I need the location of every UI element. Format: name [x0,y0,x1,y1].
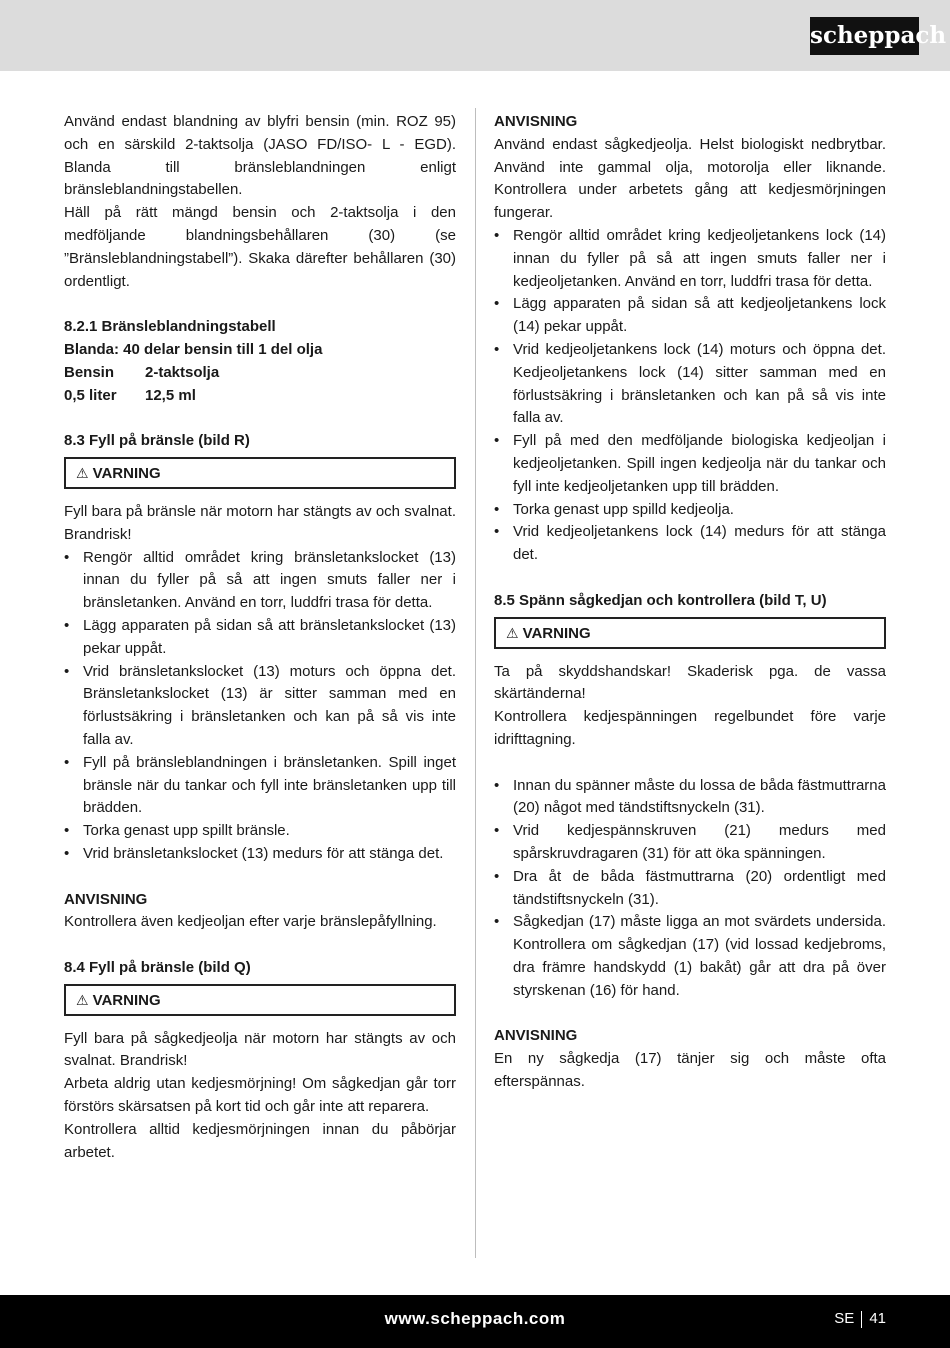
mix-table-header [64,362,456,385]
section-8-4-text: Kontrollera alltid kedjesmörjningen innan du påbörjar arbetet. [64,1120,456,1161]
mix-table-header-cell: Bensin [64,363,115,381]
fuel-mix-paragraph: Häll på rätt mängd bensin och 2-taktsolja i den medföljande blandningsbehållaren (30) (se ”Bränsleblandningstabell”). Skaka därefter behållaren (30) ordentligt. [64,204,456,290]
note-heading: ANVISNING [64,890,148,908]
section-8-5-bullets [494,775,886,1003]
list-item: • Torka genast upp spilld kedjeolja. [494,499,886,522]
section-8-5-text: Kontrollera kedjespänningen regelbundet före varje idrifttagning. [494,708,886,748]
list-item: • Dra åt de båda fästmuttrarna (20) ordentligt med tändstiftsnyckeln (31). [494,866,886,912]
page-indicator [834,1295,886,1343]
list-item: • Fyll på bränsleblandningen i bränsletanken. Spill inget bränsle när du tankar och fyll inte bränsletanken upp till brädden. [64,752,456,820]
list-item: • Lägg apparaten på sidan så att kedjeoljetankens lock (14) pekar uppåt. [494,293,886,339]
oil-bullets [494,225,886,567]
list-item: • Vrid bränsletankslocket (13) medurs för att stänga det. [64,843,456,866]
note-heading: ANVISNING [494,113,578,130]
list-item: • Innan du spänner måste du lossa de båda fästmuttrarna (20) något med tändstiftsnyckeln (31). [494,775,886,821]
page-number: 41 [869,1310,886,1327]
section-8-5-heading: 8.5 Spänn sågkedjan och kontrollera (bild T, U) [494,591,827,609]
list-item: • Vrid kedjeoljetankens lock (14) moturs och öppna det. Kedjeoljetankens lock (14) sitter samman med en förlustsäkring i bränsletanken och kan på så vis inte falla av. [494,339,886,430]
mix-table-subheading: Blanda: 40 delar bensin till 1 del olja [64,340,323,358]
footer-bar [0,1295,950,1348]
note-text: Använd endast sågkedjeolja. Helst biologiskt nedbrytbar. Använd inte gammal olja, motorolja eller liknande. Kontrollera under arbetets gång att kedjesmörjningen fungerar. [494,135,886,222]
left-column [64,111,456,1164]
column-divider [475,108,476,1258]
warning-label: VARNING [92,991,161,1009]
warning-triangle-icon: ⚠ [76,464,89,481]
mix-table-header-cell: 2-taktsolja [145,363,220,381]
list-item: • Rengör alltid området kring bränsletankslocket (13) innan du fyller på så att ingen smuts faller ner i bränsletanken. Använd en torr, luddfri trasa för detta. [64,547,456,615]
warning-triangle-icon: ⚠ [506,624,519,641]
warning-box [64,457,456,489]
section-8-3-bullets [64,547,456,866]
list-item: • Rengör alltid området kring kedjeoljetankens lock (14) innan du fyller på så att ingen smuts faller ner i kedjeoljetanken. Använd en torr, luddfri trasa för detta. [494,225,886,293]
warning-box [64,984,456,1016]
right-column [494,111,886,1094]
list-item: • Fyll på med den medföljande biologiska kedjeoljan i kedjeoljetanken. Spill ingen kedjeolja när du tankar och fyll inte kedjeoljetanken upp till brädden. [494,430,886,498]
mix-table-cell: 0,5 liter [64,386,117,404]
section-8-3-heading: 8.3 Fyll på bränsle (bild R) [64,432,250,450]
page-separator [861,1311,862,1328]
warning-box [494,617,886,649]
list-item: • Lägg apparaten på sidan så att bränsletankslocket (13) pekar uppåt. [64,615,456,661]
note-heading: ANVISNING [494,1027,578,1045]
warning-triangle-icon: ⚠ [76,991,89,1008]
fuel-intro-paragraph: Använd endast blandning av blyfri bensin (min. ROZ 95) och en särskild 2-taktsolja (JASO FD/ISO- L - EGD). Blanda till bränsleblandningen enligt bränsleblandningstabellen. [64,113,456,199]
language-code: SE [834,1310,855,1327]
note-text: En ny sågkedja (17) tänjer sig och måste ofta efterspännas. [494,1050,886,1090]
header-bar [0,0,950,71]
section-8-4-heading: 8.4 Fyll på bränsle (bild Q) [64,958,251,976]
list-item: • Vrid bränsletankslocket (13) moturs och öppna det. Bränsletankslocket (13) är sitter samman med en förlustsäkring i bränsletanken och kan på så vis inte falla av. [64,661,456,752]
mix-table-cell: 12,5 ml [145,386,196,404]
scheppach-logo: scheppach [810,17,919,55]
section-8-3-warning-text: Fyll bara på bränsle när motorn har stängts av och svalnat. Brandrisk! [64,502,456,543]
warning-label: VARNING [92,464,161,482]
list-item: • Torka genast upp spillt bränsle. [64,820,456,843]
list-item: • Vrid kedjespännskruven (21) medurs med spårskruvdragaren (31) för att öka spänningen. [494,820,886,866]
footer-url: www.scheppach.com [384,1309,566,1328]
section-8-4-text: Arbeta aldrig utan kedjesmörjning! Om sågkedjan går torr förstörs skärsatsen på kort tid och går inte att reparera. [64,1075,456,1116]
mix-table-row [64,385,456,408]
section-8-5-text: Ta på skyddshandskar! Skaderisk pga. de vassa skärtänderna! [494,662,886,703]
note-text: Kontrollera även kedjeoljan efter varje bränslepåfyllning. [64,913,437,931]
list-item: • Vrid kedjeoljetankens lock (14) medurs för att stänga det. [494,521,886,567]
warning-label: VARNING [522,624,591,642]
list-item: • Sågkedjan (17) måste ligga an mot svärdets undersida. Kontrollera om sågkedjan (17) (vid lossad kedjebroms, dra främre handskydd (1) bakåt) går att dra på över styrskenan (16) för hand. [494,911,886,1002]
section-8-4-text: Fyll bara på sågkedjeolja när motorn har stängts av och svalnat. Brandrisk! [64,1029,456,1070]
mix-table-heading: 8.2.1 Bränsleblandningstabell [64,318,276,336]
